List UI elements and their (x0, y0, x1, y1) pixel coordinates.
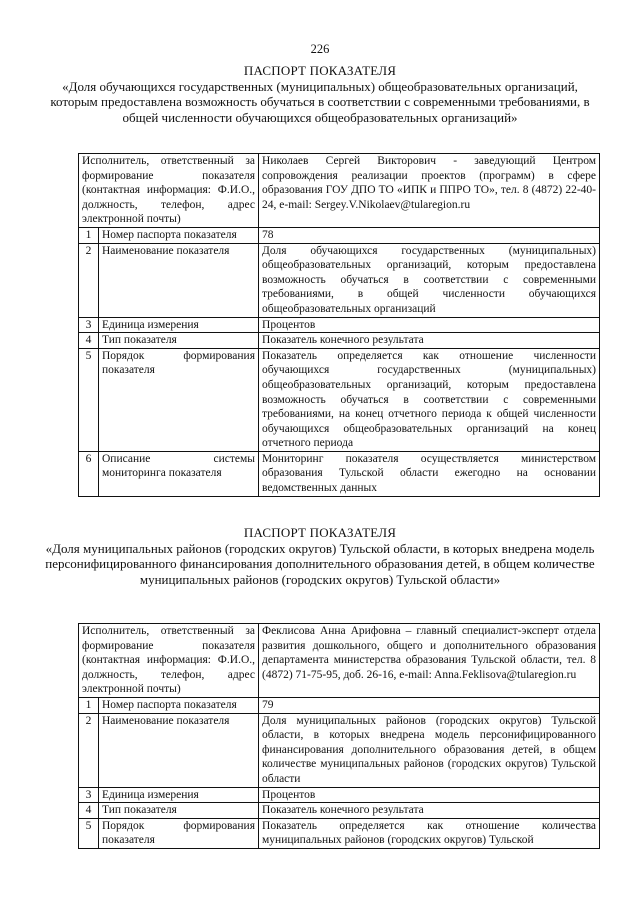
indicator-passport-78 (0, 63, 640, 495)
row-value: Процентов (259, 317, 600, 333)
row-number: 3 (79, 317, 99, 333)
table-row (79, 697, 600, 713)
row-number: 2 (79, 243, 99, 317)
table-row (79, 713, 600, 787)
table-row (79, 243, 600, 317)
row-value: Мониторинг показателя осуществляется министерством образования Тульской области ежегодно на основании ведомственных данных (259, 451, 600, 496)
row-label: Единица измерения (99, 787, 259, 803)
row-label: Наименование показателя (99, 243, 259, 317)
indicator-passport-79 (0, 525, 640, 847)
row-number: 5 (79, 818, 99, 848)
table-row (79, 348, 600, 451)
row-value: Показатель определяется как отношение количества муниципальных районов (городских округов) Тульской (259, 818, 600, 848)
table-row (79, 154, 600, 228)
executor-label: Исполнитель, ответственный за формирование показателя (контактная информация: Ф.И.О., должность, телефон, адрес электронной почты) (79, 154, 259, 228)
table-row (79, 227, 600, 243)
row-number: 4 (79, 803, 99, 819)
row-label: Наименование показателя (99, 713, 259, 787)
table-row (79, 818, 600, 848)
row-value: Процентов (259, 787, 600, 803)
row-value: Доля муниципальных районов (городских округов) Тульской области, в которых внедрена модель персонифицированного финансирования дополнительного образования детей, в общем количестве муниципальных районов (городских округов) Тульской области (259, 713, 600, 787)
row-number: 5 (79, 348, 99, 451)
table-row (79, 624, 600, 698)
executor-value: Феклисова Анна Арифовна – главный специалист-эксперт отдела развития дошкольного, общего и дополнительного образования департамента министерства образования Тульской области, тел. 8 (4872) 71-75-95, доб. 26-16, e-mail: Anna.Feklisova@tularegion.ru (259, 624, 600, 698)
passport-subtitle: «Доля обучающихся государственных (муниципальных) общеобразовательных организаций, которым предоставлена возможность обучаться в соответствии с современными требованиями, в общей численности обучающихся общеобразовательных организаций» (50, 78, 590, 125)
row-number: 2 (79, 713, 99, 787)
row-label: Описание системы мониторинга показателя (99, 451, 259, 496)
table-row (79, 333, 600, 349)
table-row (79, 787, 600, 803)
row-label: Порядок формирования показателя (99, 348, 259, 451)
passport-subtitle: «Доля муниципальных районов (городских округов) Тульской области, в которых внедрена модель персонифицированного финансирования дополнительного образования детей, в общем количестве муниципальных районов (городских округов) Тульской области» (45, 540, 595, 587)
row-value: Показатель конечного результата (259, 333, 600, 349)
row-label: Тип показателя (99, 803, 259, 819)
row-value: Показатель определяется как отношение численности обучающихся государственных (муниципальных) общеобразовательных организаций, которым предоставлена возможность обучаться в соответствии с современными требованиями, на конец отчетного периода к общей численности обучающихся общеобразовательных организаций на конец отчетного периода (259, 348, 600, 451)
row-label: Единица измерения (99, 317, 259, 333)
page-number: 226 (310, 42, 330, 56)
row-number: 4 (79, 333, 99, 349)
passport-title: ПАСПОРТ ПОКАЗАТЕЛЯ (243, 63, 397, 78)
table-row (79, 451, 600, 496)
executor-value: Николаев Сергей Викторович - заведующий Центром сопровождения реализации проектов (программ) в сфере образования ГОУ ДПО ТО «ИПК и ППРО ТО», тел. 8 (4872) 22-40-24, e-mail: Sergey.V.Nikolaev@tularegion.ru (259, 154, 600, 228)
passport-title: ПАСПОРТ ПОКАЗАТЕЛЯ (243, 525, 397, 540)
row-number: 1 (79, 697, 99, 713)
passport-table (78, 153, 600, 497)
row-number: 6 (79, 451, 99, 496)
executor-label: Исполнитель, ответственный за формирование показателя (контактная информация: Ф.И.О., должность, телефон, адрес электронной почты) (79, 624, 259, 698)
row-label: Тип показателя (99, 333, 259, 349)
row-label: Порядок формирования показателя (99, 818, 259, 848)
table-row (79, 803, 600, 819)
row-number: 3 (79, 787, 99, 803)
row-value: 79 (259, 697, 600, 713)
row-value: Доля обучающихся государственных (муниципальных) общеобразовательных организаций, которым предоставлена возможность обучаться в соответствии с современными требованиями, в общей численности обучающихся общеобразовательных организаций (259, 243, 600, 317)
passport-table (78, 623, 600, 849)
row-label: Номер паспорта показателя (99, 697, 259, 713)
row-value: 78 (259, 227, 600, 243)
row-label: Номер паспорта показателя (99, 227, 259, 243)
row-number: 1 (79, 227, 99, 243)
row-value: Показатель конечного результата (259, 803, 600, 819)
table-row (79, 317, 600, 333)
